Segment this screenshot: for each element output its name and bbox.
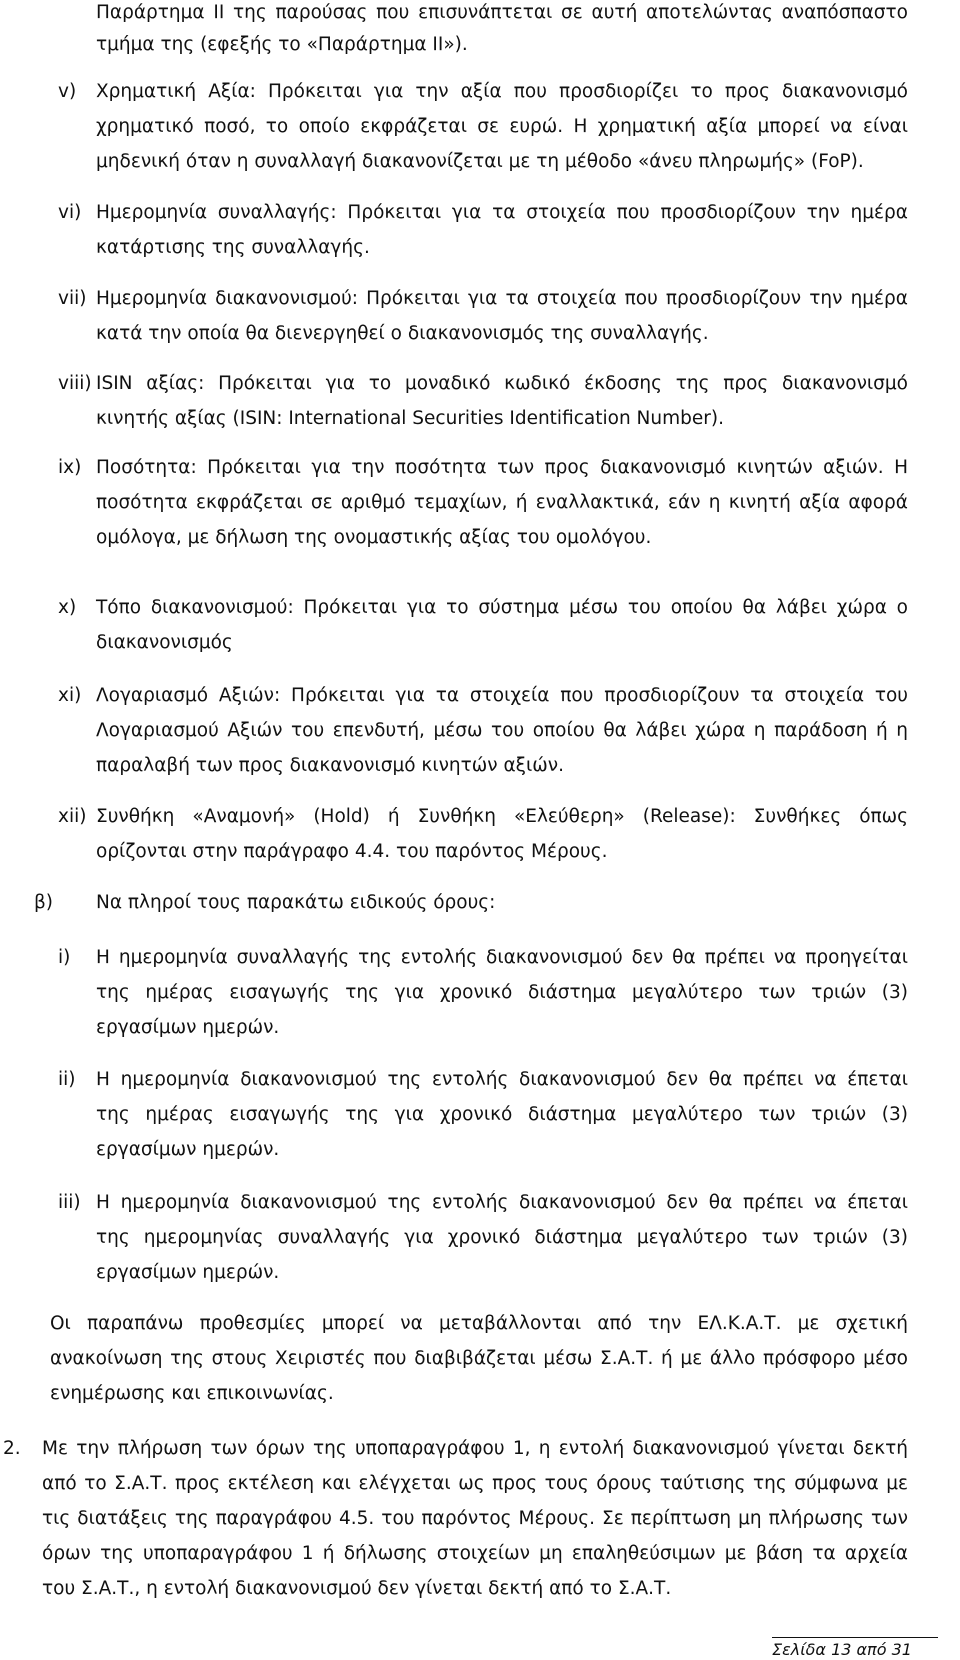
paragraph-line: Η ημερομηνία διακανονισμού της εντολής διακανονισμού δεν θα πρέπει να έπεται xyxy=(96,1192,908,1213)
paragraph-line: εργασίμων ημερών. xyxy=(96,1262,280,1283)
list-marker: iii) xyxy=(58,1192,81,1213)
paragraph-line: από το Σ.Α.Τ. προς εκτέλεση και ελέγχεται ως προς τους όρους ταύτισης της σύμφωνα με xyxy=(42,1473,908,1494)
paragraph-line: Με την πλήρωση των όρων της υποπαραγράφου 1, η εντολή διακανονισμού γίνεται δεκτή xyxy=(42,1438,908,1459)
paragraph-line: της ημέρας εισαγωγής της για χρονικό διάστημα μεγαλύτερο των τριών (3) xyxy=(96,1104,908,1125)
list-marker: v) xyxy=(58,81,77,102)
list-marker: xi) xyxy=(58,685,82,706)
paragraph-line: Χρηματική Αξία: Πρόκειται για την αξία που προσδιορίζει το προς διακανονισμό xyxy=(96,81,908,102)
paragraph-line: Οι παραπάνω προθεσμίες μπορεί να μεταβάλλονται από την ΕΛ.Κ.Α.Τ. με σχετική xyxy=(50,1313,908,1334)
list-marker: ix) xyxy=(58,457,82,478)
paragraph-line: εργασίμων ημερών. xyxy=(96,1017,280,1038)
list-marker: xii) xyxy=(58,806,87,827)
paragraph-line: Λογαριασμό Αξιών: Πρόκειται για τα στοιχεία που προσδιορίζουν τα στοιχεία του xyxy=(96,685,908,706)
paragraph-line: κατά την οποία θα διενεργηθεί ο διακανονισμός της συναλλαγής. xyxy=(96,323,709,344)
list-marker: ii) xyxy=(58,1069,76,1090)
list-marker: 2. xyxy=(3,1438,21,1459)
paragraph-line: της ημερομηνίας συναλλαγής για χρονικό διάστημα μεγαλύτερο των τριών (3) xyxy=(96,1227,908,1248)
paragraph-line: χρηματικό ποσό, το οποίο εκφράζεται σε ευρώ. Η χρηματική αξία μπορεί να είναι xyxy=(96,116,908,137)
list-marker: x) xyxy=(58,597,77,618)
paragraph-line: Συνθήκη «Αναμονή» (Hold) ή Συνθήκη «Ελεύθερη» (Release): Συνθήκες όπως xyxy=(96,806,908,827)
paragraph-line: ενημέρωσης και επικοινωνίας. xyxy=(50,1383,334,1404)
list-marker: β) xyxy=(34,892,54,913)
paragraph-line: εργασίμων ημερών. xyxy=(96,1139,280,1160)
list-marker: i) xyxy=(58,947,71,968)
paragraph-line: μηδενική όταν η συναλλαγή διακανονίζεται με τη μέθοδο «άνευ πληρωμής» (FoP). xyxy=(96,151,864,172)
paragraph-line: Ημερομηνία συναλλαγής: Πρόκειται για τα στοιχεία που προσδιορίζουν την ημέρα xyxy=(96,202,908,223)
paragraph-line: του Σ.Α.Τ., η εντολή διακανονισμού δεν γίνεται δεκτή από το Σ.Α.Τ. xyxy=(42,1578,672,1599)
paragraph-line: Ποσότητα: Πρόκειται για την ποσότητα των προς διακανονισμό κινητών αξιών. Η xyxy=(96,457,908,478)
paragraph-line: Λογαριασμού Αξιών του επενδυτή, μέσω του οποίου θα λάβει χώρα η παράδοση ή η xyxy=(96,720,908,741)
list-marker: vi) xyxy=(58,202,82,223)
paragraph-line: κινητής αξίας (ISIN: International Securities Identification Number). xyxy=(96,408,724,429)
paragraph-line: παραλαβή των προς διακανονισμό κινητών αξιών. xyxy=(96,755,564,776)
paragraph-line: Να πληροί τους παρακάτω ειδικούς όρους: xyxy=(96,892,496,913)
list-marker: vii) xyxy=(58,288,87,309)
page-number-footer: Σελίδα 13 από 31 xyxy=(772,1640,912,1659)
paragraph-line: Η ημερομηνία συναλλαγής της εντολής διακανονισμού δεν θα πρέπει να προηγείται xyxy=(96,947,908,968)
paragraph-line: ομόλογα, με δήλωση της ονομαστικής αξίας του ομολόγου. xyxy=(96,527,652,548)
paragraph-line: της ημέρας εισαγωγής της για χρονικό διάστημα μεγαλύτερο των τριών (3) xyxy=(96,982,908,1003)
paragraph-line: Παράρτημα ΙΙ της παρούσας που επισυνάπτεται σε αυτή αποτελώντας αναπόσπαστο xyxy=(96,2,908,23)
paragraph-line: ανακοίνωση της στους Χειριστές που διαβιβάζεται μέσω Σ.Α.Τ. ή με άλλο πρόσφορο μέσο xyxy=(50,1348,908,1369)
paragraph-line: ISIN αξίας: Πρόκειται για το μοναδικό κωδικό έκδοσης της προς διακανονισμό xyxy=(96,373,908,394)
paragraph-line: Ημερομηνία διακανονισμού: Πρόκειται για τα στοιχεία που προσδιορίζουν την ημέρα xyxy=(96,288,908,309)
paragraph-line: όρων της υποπαραγράφου 1 ή δήλωσης στοιχείων μη επαληθεύσιμων με βάση τα αρχεία xyxy=(42,1543,908,1564)
footer-divider xyxy=(772,1637,938,1638)
paragraph-line: διακανονισμός xyxy=(96,632,233,653)
paragraph-line: τις διατάξεις της παραγράφου 4.5. του παρόντος Μέρους. Σε περίπτωση μη πλήρωσης των xyxy=(42,1508,908,1529)
paragraph-line: ποσότητα εκφράζεται σε αριθμό τεμαχίων, ή εναλλακτικά, εάν η κινητή αξία αφορά xyxy=(96,492,908,513)
paragraph-line: κατάρτισης της συναλλαγής. xyxy=(96,237,370,258)
paragraph-line: ορίζονται στην παράγραφο 4.4. του παρόντος Μέρους. xyxy=(96,841,608,862)
paragraph-line: τμήμα της (εφεξής το «Παράρτημα ΙΙ»). xyxy=(96,34,468,55)
paragraph-line: Τόπο διακανονισμού: Πρόκειται για το σύστημα μέσω του οποίου θα λάβει χώρα ο xyxy=(96,597,908,618)
list-marker: viii) xyxy=(58,373,92,394)
paragraph-line: Η ημερομηνία διακανονισμού της εντολής διακανονισμού δεν θα πρέπει να έπεται xyxy=(96,1069,908,1090)
